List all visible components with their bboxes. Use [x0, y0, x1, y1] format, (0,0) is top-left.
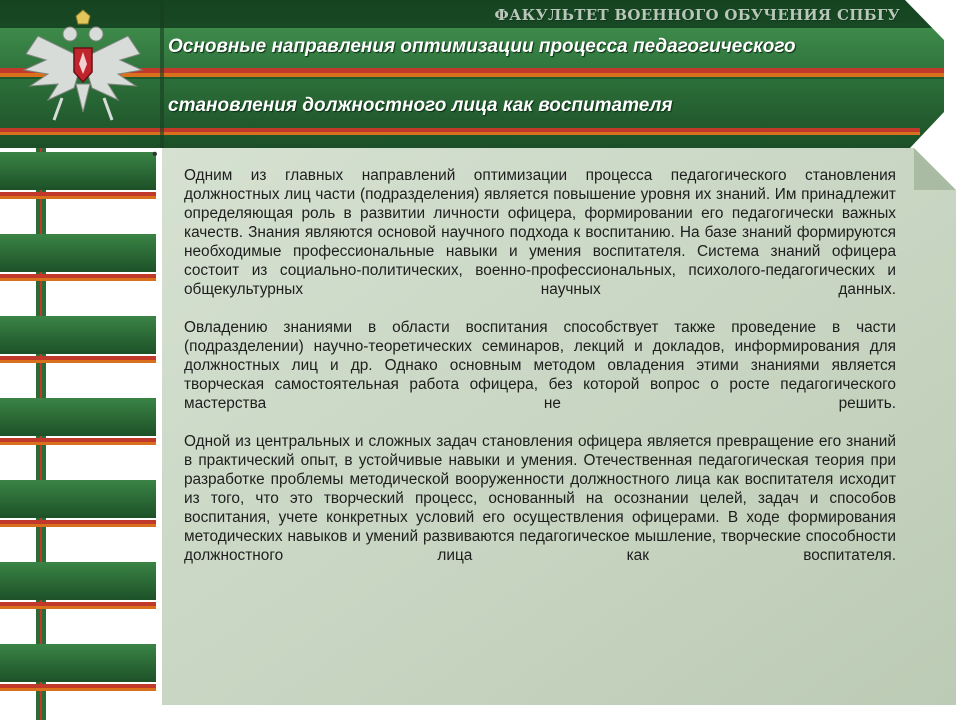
paragraph-2: Овладению знаниями в области воспитания способствует также проведение в части (подразделении) научно-теоретических семинаров, лекций и докладов, информирования для должностных лиц и др. Однако основным методом овладения этими знаниями является творческая самостоятельная работа офицера, без которой вопрос о росте педагогического мастерства не решить. [184, 319, 896, 412]
left-ladder-decoration [0, 148, 160, 720]
page-title-line-1: Основные направления оптимизации процесса педагогического [168, 36, 796, 57]
double-headed-eagle-emblem-icon [18, 8, 148, 138]
page-title-line-2: становления должностного лица как воспитателя [168, 95, 673, 116]
paragraph-3: Одной из центральных и сложных задач становления офицера является превращение его знаний в практический опыт, в устойчивые навыки и умения. Отечественная педагогическая теория при разработке проблемы методической вооруженности должностного лица как воспитателя исходит из того, что это творческий процесс, основанный на осознании целей, задач и способов воспитания, учете конкретных условий его осуществления офицерами. В ходе формирования методических навыков и умений развиваются педагогическое мышление, творческие способности должностного лица как воспитателя. [184, 433, 896, 564]
ladder-rungs [0, 152, 156, 691]
paragraph-1: Одним из главных направлений оптимизации процесса педагогического становления должностных лиц части (подразделения) является повышение уровня их знаний. Им принадлежит определяющая роль в развитии личности офицера, формировании его педагогически важных качеств. Знания являются основой научного подхода к воспитанию. На базе знаний формируются необходимые профессиональные навыки и умения воспитателя. Система знаний офицера состоит из социально-политических, военно-профессиональных, психолого-педагогических и общекультурных научных данных. [184, 167, 896, 298]
faculty-name: ФАКУЛЬТЕТ ВОЕННОГО ОБУЧЕНИЯ СПБГУ [494, 6, 900, 24]
bullet-marker: • [152, 146, 158, 163]
header-banner [0, 0, 944, 148]
content-text [184, 166, 896, 584]
